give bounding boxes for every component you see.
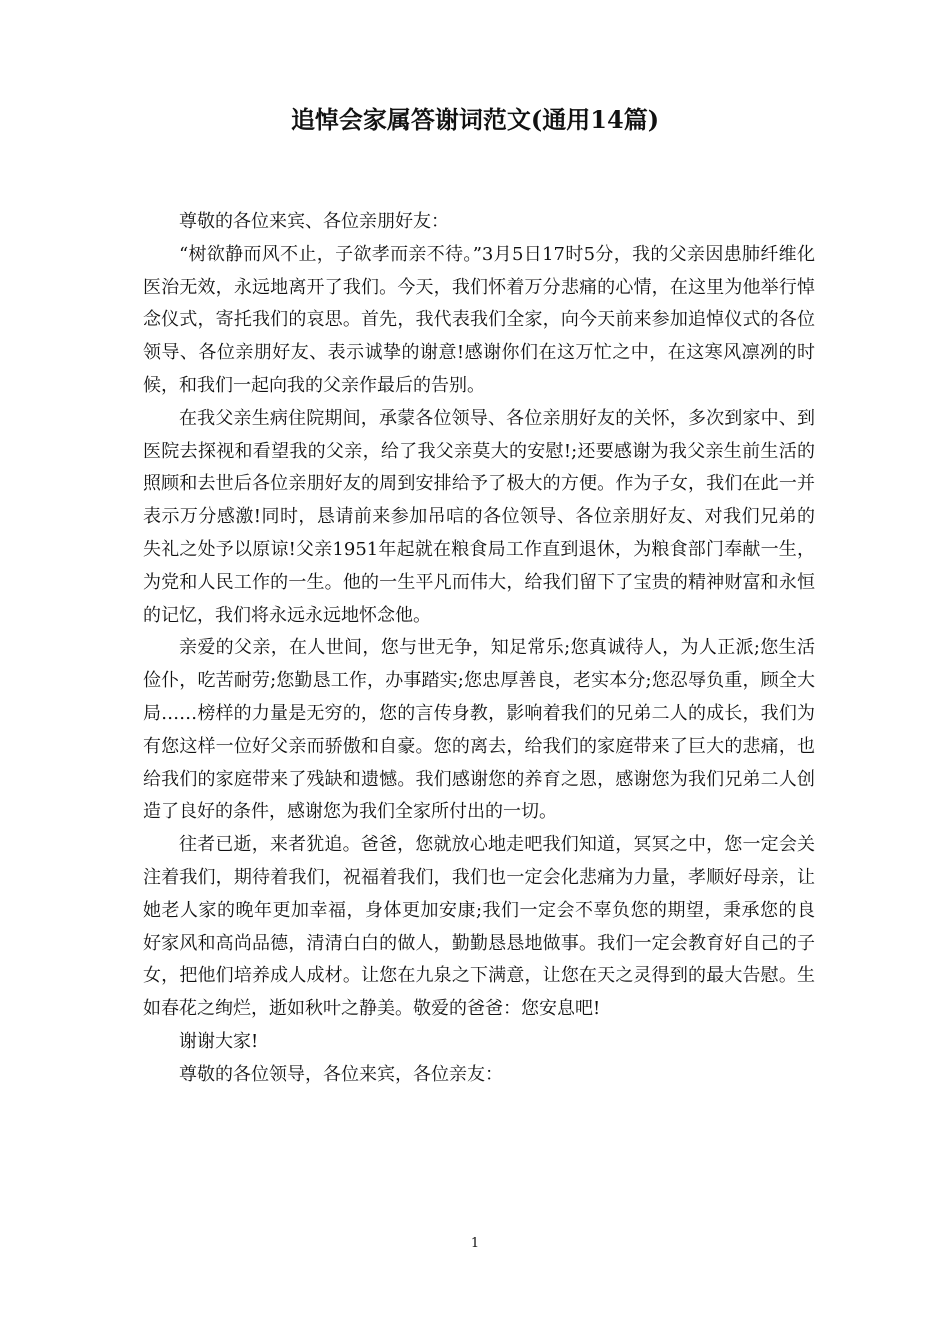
- paragraph-4: 往者已逝，来者犹追。爸爸，您就放心地走吧我们知道，冥冥之中，您一定会关注着我们，期待着我们，祝福着我们，我们也一定会化悲痛为力量，孝顺好母亲，让她老人家的晚年更加幸福，身体更加安康;我们一定会不辜负您的期望，秉承您的良好家风和高尚品德，清清白白的做人，勤勤恳恳地做事。我们一定会教育好自己的子女，把他们培养成人成材。让您在九泉之下满意，让您在天之灵得到的最大告慰。生如春花之绚烂，逝如秋叶之静美。敬爱的爸爸：您安息吧!: [143, 834, 815, 1020]
- document-body: [143, 206, 815, 1092]
- document-title: 追悼会家属答谢词范文(通用14篇): [290, 105, 660, 134]
- paragraph-2: 在我父亲生病住院期间，承蒙各位领导、各位亲朋好友的关怀，多次到家中、到医院去探视和看望我的父亲，给了我父亲莫大的安慰!;还要感谢为我父亲生前生活的照顾和去世后各位亲朋好友的周到安排给予了极大的方便。作为子女，我们在此一并表示万分感激!同时，恳请前来参加吊唁的各位领导、各位亲朋好友、对我们兄弟的失礼之处予以原谅!父亲1951年起就在粮食局工作直到退休，为粮食部门奉献一生，为党和人民工作的一生。他的一生平凡而伟大，给我们留下了宝贵的精神财富和永恒的记忆，我们将永远永远地怀念他。: [143, 407, 815, 626]
- page-number: 1: [470, 1236, 480, 1251]
- paragraph-second-greeting: 尊敬的各位领导，各位来宾，各位亲友：: [179, 1063, 503, 1085]
- paragraph-greeting: 尊敬的各位来宾、各位亲朋好友：: [179, 211, 449, 232]
- paragraph-thanks: 谢谢大家!: [179, 1030, 259, 1052]
- paragraph-1: “树欲静而风不止，子欲孝而亲不待。”3月5日17时5分，我的父亲因患肺纤维化医治无效，永远地离开了我们。今天，我们怀着万分悲痛的心情，在这里为他举行悼念仪式，寄托我们的哀思。首先，我代表我们全家，向今天前来参加追悼仪式的各位领导、各位亲朋好友、表示诚挚的谢意!感谢你们在这万忙之中，在这寒风凛冽的时候，和我们一起向我的父亲作最后的告别。: [143, 243, 815, 396]
- paragraph-3: 亲爱的父亲，在人世间，您与世无争，知足常乐;您真诚待人，为人正派;您生活俭仆，吃苦耐劳;您勤恳工作，办事踏实;您忠厚善良，老实本分;您忍辱负重，顾全大局……榜样的力量是无穷的，您的言传身教，影响着我们的兄弟二人的成长，我们为有您这样一位好父亲而骄傲和自豪。您的离去，给我们的家庭带来了巨大的悲痛，也给我们的家庭带来了残缺和遗憾。我们感谢您的养育之恩，感谢您为我们兄弟二人创造了良好的条件，感谢您为我们全家所付出的一切。: [143, 637, 815, 823]
